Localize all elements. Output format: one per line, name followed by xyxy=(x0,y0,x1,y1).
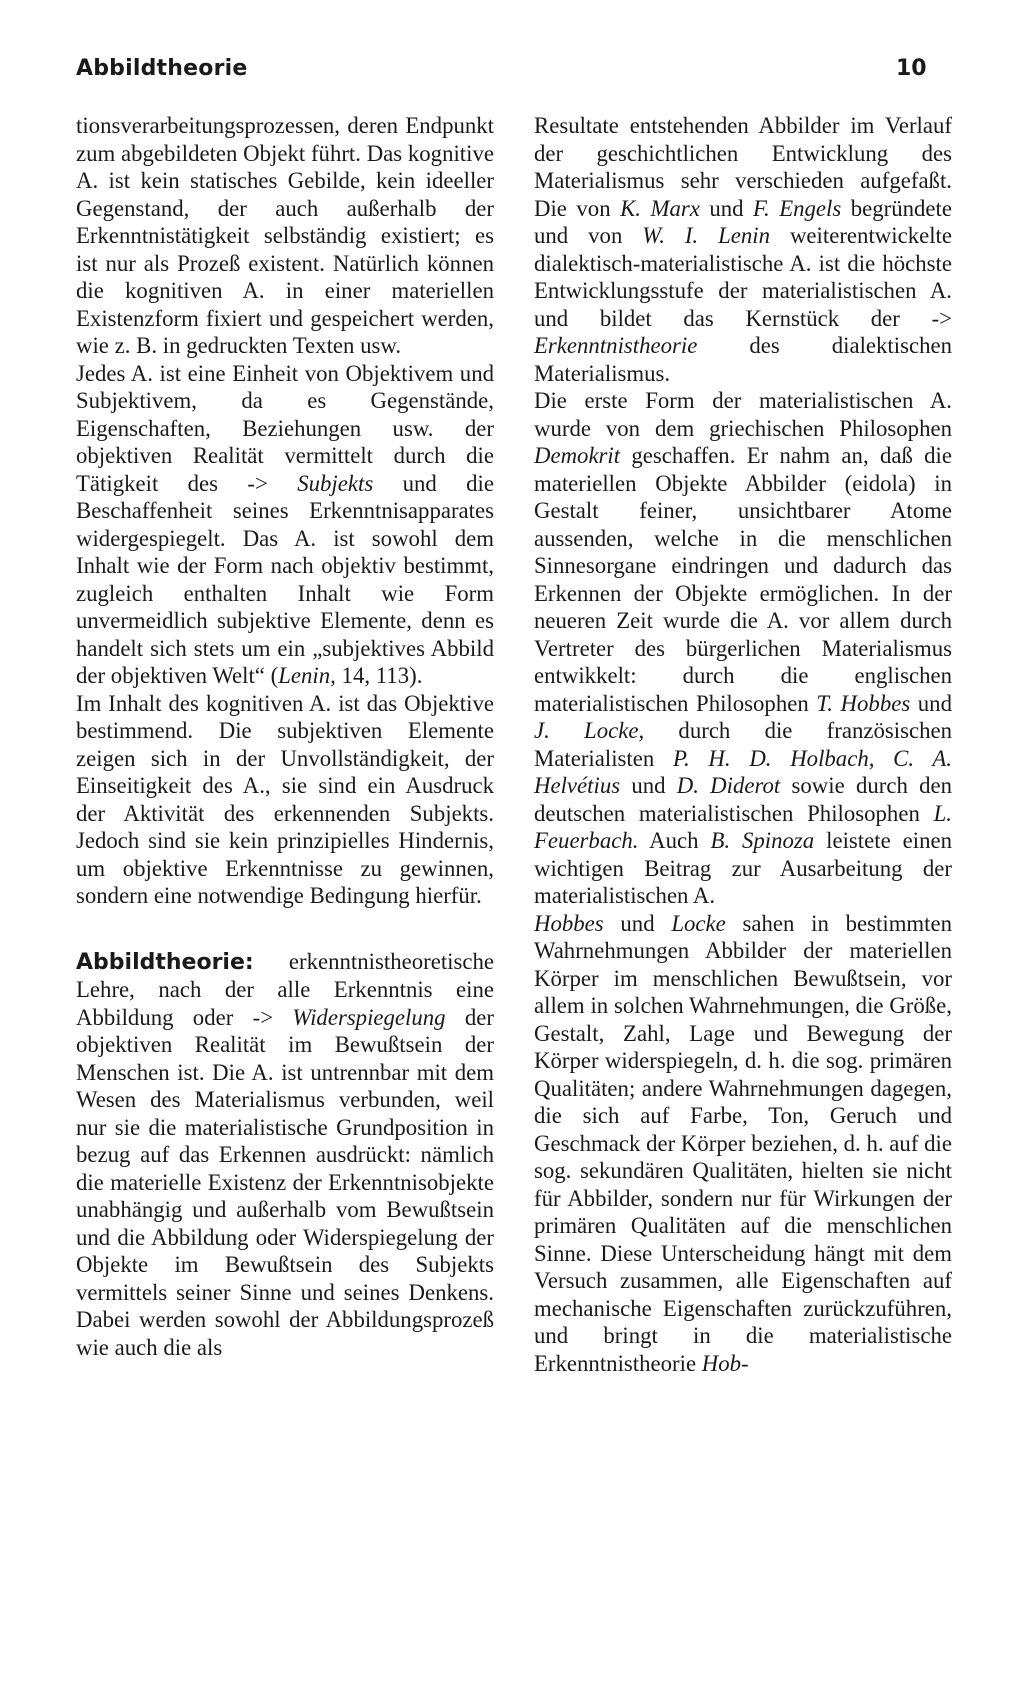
right-column xyxy=(534,112,952,1377)
person-demokrit: Demokrit xyxy=(534,443,621,468)
cross-reference-erkenntnistheorie: Erkenntnistheorie xyxy=(534,333,698,358)
paragraph-first-form: Die erste Form der materialistischen A. wurde von dem griechischen Philosophen Demokrit geschaffen. Er nahm an, daß die materiellen Objekte Abbilder (eidola) in Gestalt feiner, unsichtbarer Atome aussenden, welche in die menschlichen Sinnesorgane eindringen und dadurch das Erkennen der Objekte ermöglichen. In der neueren Zeit wurde die A. vor allem durch Vertreter des bürgerlichen Materialismus entwikkelt: durch die englischen materialistischen Philosophen T. Hobbes und J. Locke, durch die französischen Materialisten P. H. D. Holbach, C. A. Helvétius und D. Diderot sowie durch den deutschen materialistischen Philosophen L. Feuerbach. Auch B. Spinoza leistete einen wichtigen Beitrag zur Ausarbeitung der materialistischen A. xyxy=(534,388,953,908)
person-engels: F. Engels xyxy=(753,195,842,221)
left-column xyxy=(76,112,494,1361)
paragraph-unity: Jedes A. ist eine Einheit von Objektivem und Subjektivem, da es Gegenstände, Eigenschaften, Beziehungen usw. der objektiven Realität vermittelt durch die Tätigkeit des -> Subjekts und die Beschaffenheit seines Erkenntnisapparates widergespiegelt. Das A. ist sowohl dem Inhalt wie der Form nach objektiv bestimmt, zugleich enthalten Inhalt wie Form unvermeidlich subjektive Elemente, denn es handelt sich stets um ein „subjektives Abbild der objektiven Welt“ (Lenin, 14, 113). xyxy=(76,360,494,688)
entry-abbildtheorie: Abbildtheorie: erkenntnistheoretische Lehre, nach der alle Erkenntnis eine Abbildung oder -> Widerspiegelung der objektiven Realität im Bewußtsein der Menschen ist. Die A. ist untrennbar mit dem Wesen des Materialismus verbunden, weil nur sie die materialistische Grundposition in bezug auf das Erkennen ausdrückt: nämlich die materielle Existenz der Erkenntnisobjekte unabhängig und außerhalb vom Bewußtsein und die Abbildung oder Widerspiegelung der Objekte im Bewußtsein des Subjekts vermittels seiner Sinne und seines Denkens. Dabei werden sowohl der Abbildungsprozeß wie auch die als xyxy=(76,948,494,1360)
person-holbach-helvetius: P. H. D. Holbach, C. A. Helvétius xyxy=(534,745,952,798)
paragraph-results: Resultate entstehenden Abbilder im Verlauf der geschichtlichen Entwicklung des Materialismus sehr verschieden aufgefaßt. Die von K. Marx und F. Engels begründete und von W. I. Lenin weiterentwickelte dialektisch-materialistische A. ist die höchste Entwicklungsstufe der materialistischen A. und bildet das Kernstück der -> Erkenntnistheorie des dialektischen Materialismus. xyxy=(534,113,953,386)
cross-reference-widerspiegelung: Widerspiegelung xyxy=(292,1004,446,1030)
person-locke: Locke xyxy=(671,910,726,936)
cross-reference-arrow-icon: -> xyxy=(252,1004,274,1030)
cross-reference-arrow-icon: -> xyxy=(931,305,952,331)
paragraph-continuation: tionsverarbeitungsprozessen, deren Endpunkt zum abgebildeten Objekt führt. Das kognitive A. ist kein statisches Gebilde, kein ideeller Gegenstand, der auch außerhalb der Erkenntnistätigkeit selbständig existiert; es ist nur als Prozeß existent. Natürlich können die kognitiven A. in einer materiellen Existenzform fixiert und gespeichert werden, wie z. B. in gedruckten Texten usw. xyxy=(76,113,494,358)
cross-reference-arrow-icon: -> xyxy=(247,470,268,496)
person-spinoza: B. Spinoza xyxy=(710,828,815,853)
person-feuerbach: L. Feuerbach. xyxy=(534,800,952,853)
citation-author: Lenin, xyxy=(278,663,336,688)
person-hobbes-hyphenated: Hob- xyxy=(701,1350,749,1376)
person-marx: K. Marx xyxy=(620,195,700,221)
person-hobbes: T. Hobbes xyxy=(816,690,911,716)
cross-reference-subjekts: Subjekts xyxy=(297,470,374,496)
person-lenin: W. I. Lenin xyxy=(642,223,771,248)
person-diderot: D. Diderot xyxy=(676,773,781,798)
running-head: Abbildtheorie xyxy=(76,56,248,81)
paragraph-content: Im Inhalt des kognitiven A. ist das Objektive bestimmend. Die subjektiven Elemente zeigen sich in der Unvollständigkeit, der Einseitigkeit des A., sie sind ein Ausdruck der Aktivität des erkennenden Subjekts. Jedoch sind sie kein prinzipielles Hindernis, um objektive Erkenntnisse zu gewinnen, sondern eine notwendige Bedingung hierfür. xyxy=(76,690,494,908)
person-locke: J. Locke, xyxy=(534,718,645,743)
paragraph-hobbes-locke: Hobbes und Locke sahen in bestimmten Wahrnehmungen Abbilder der materiellen Körper im menschlichen Bewußtsein, vor allem in solchen Wahrnehmungen, die Größe, Gestalt, Zahl, Lage und Bewegung der Körper widerspiegeln, d. h. die sog. primären Qualitäten; andere Wahrnehmungen dagegen, die sich auf Farbe, Ton, Geruch und Geschmack der Körper beziehen, d. h. auf die sog. sekundären Qualitäten, hielten sie nicht für Abbilder, sondern nur für Wirkungen der primären Qualitäten auf die menschlichen Sinne. Diese Unterscheidung hängt mit dem Versuch zusammen, alle Eigenschaften auf mechanische Eigenschaften zurückzuführen, und bringt in die materialistische Erkenntnistheorie Hob- xyxy=(534,910,953,1376)
person-hobbes: Hobbes xyxy=(534,910,604,936)
entry-lemma: Abbildtheorie: xyxy=(76,949,254,975)
page-number: 10 xyxy=(896,56,927,81)
